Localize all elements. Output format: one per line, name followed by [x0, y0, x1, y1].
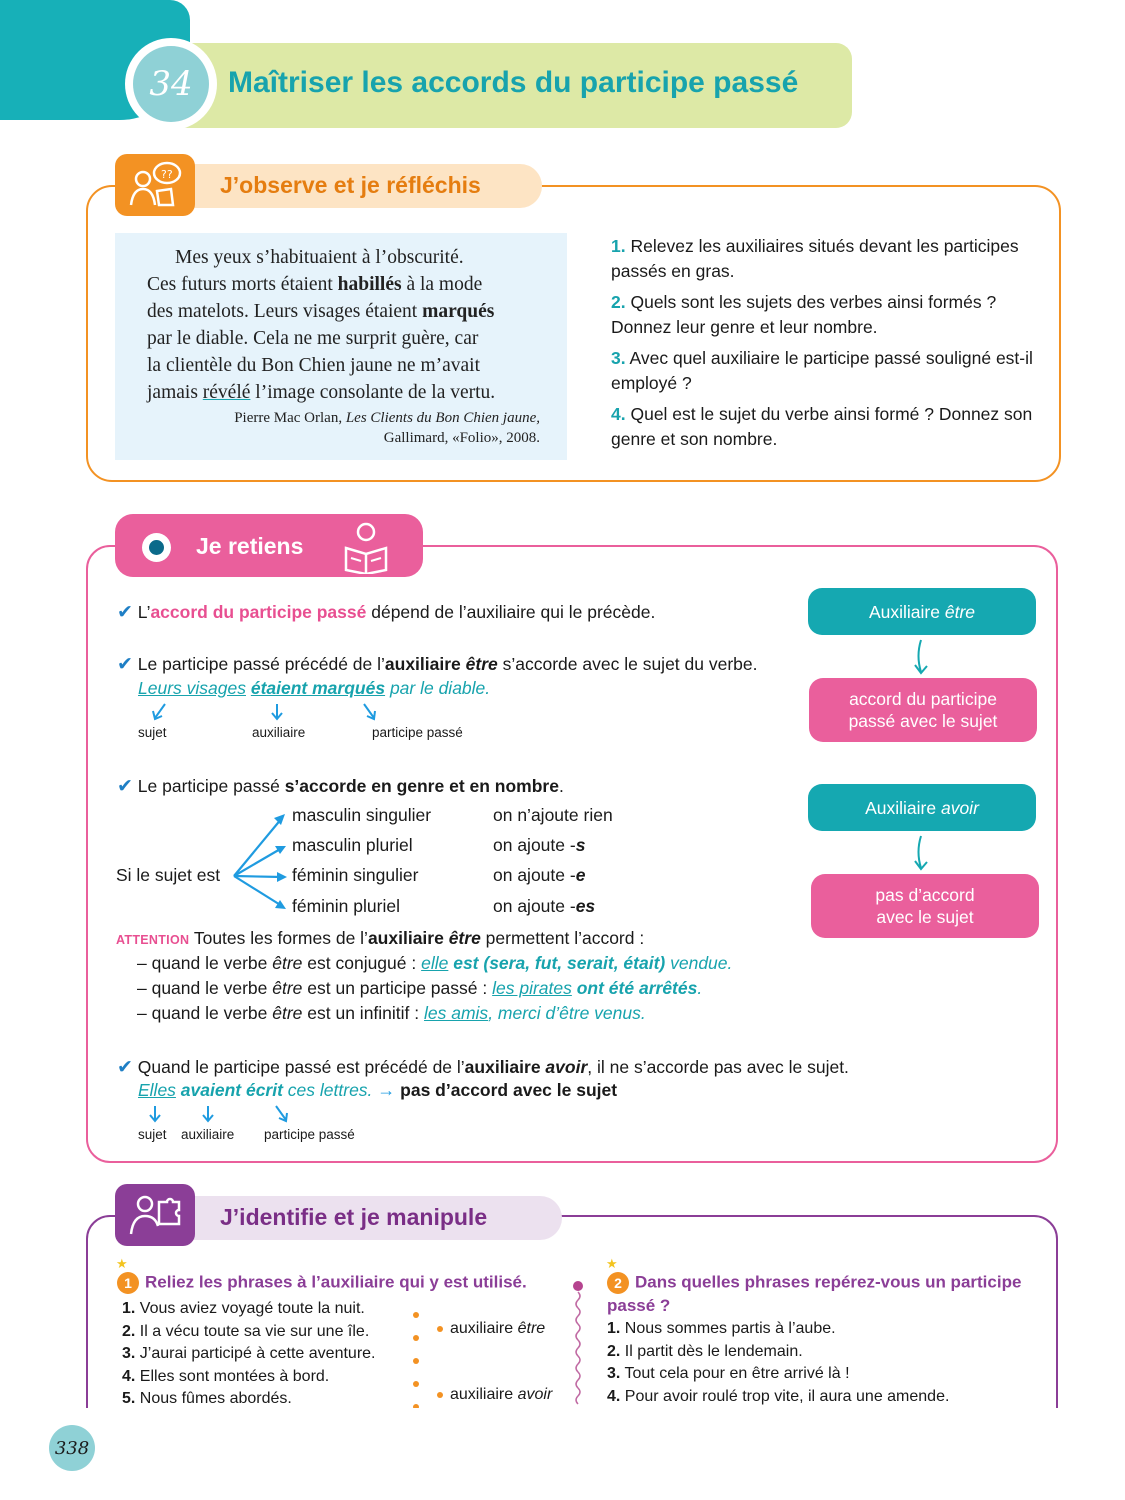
excerpt-line-2: Ces futurs morts étaient habillés à la mode [147, 274, 483, 295]
connect-dot[interactable] [437, 1392, 443, 1398]
thinking-people-icon [115, 154, 195, 216]
down-arrow-icon [908, 638, 934, 678]
exercise-2-title: 2 Dans quelles phrases repérez-vous un participe [607, 1272, 1021, 1294]
choice-auxiliaire-avoir: auxiliaire avoir [450, 1386, 553, 1403]
gender-label: féminin singulier [292, 865, 419, 885]
checkmark-icon: ✔ [117, 654, 133, 675]
excerpt-line-4: par le diable. Cela ne me surprit guère, car [147, 328, 479, 349]
exercise-1-title: 1 Reliez les phrases à l’auxiliaire qui y est utilisé. [117, 1272, 527, 1294]
excerpt-source: Pierre Mac Orlan, Les Clients du Bon Chien jaune, Gallimard, «Folio», 2008. [234, 410, 540, 446]
svg-text:??: ?? [161, 168, 173, 181]
label-participe: participe passé [372, 725, 463, 740]
people-puzzle-icon [115, 1184, 195, 1246]
observe-title: J’observe et je réfléchis [220, 172, 481, 198]
exercise-1-list [122, 1298, 375, 1411]
excerpt-line-1: Mes yeux s’habituaient à l’obscurité. [175, 247, 464, 268]
example-etre: Leurs visages étaient marqués par le diable. [138, 678, 491, 698]
example-arrows [145, 702, 385, 724]
column-divider [570, 1278, 586, 1408]
list-item: 4. Pour avoir roulé trop vite, il aura une amende. [607, 1387, 950, 1405]
star-icon: ★ [606, 1256, 618, 1271]
excerpt-line-3: des matelots. Leurs visages étaient marqués [147, 301, 495, 322]
reading-person-icon [340, 520, 392, 574]
page-bottom [0, 1408, 1125, 1500]
list-item: 4. Elles sont montées à bord. [122, 1367, 330, 1385]
exercise-2-title-cont: passé ? [607, 1296, 671, 1315]
choice-auxiliaire-etre: auxiliaire être [450, 1320, 546, 1337]
checkmark-icon: ✔ [117, 1057, 133, 1078]
label-participe: participe passé [264, 1127, 355, 1142]
rule-3: ✔ Le participe passé s’accorde en genre et en nombre. [117, 776, 564, 797]
excerpt-line-6: jamais révélé l’image consolante de la vertu. [147, 382, 496, 403]
list-item: 1. Vous aviez voyagé toute la nuit. [122, 1300, 365, 1317]
checkmark-icon: ✔ [117, 776, 133, 797]
label-auxiliaire: auxiliaire [181, 1127, 235, 1142]
example-arrows [140, 1104, 300, 1126]
attention-line-1: – quand le verbe être est conjugué : elle est (sera, fut, serait, était) vendue. [137, 953, 733, 973]
bullet-dot-icon [149, 540, 164, 555]
excerpt-text [147, 244, 542, 406]
question-4: 4. Quel est le sujet du verbe ainsi formé ? Donnez son genre et son nombre. [611, 404, 1033, 449]
star-icon: ★ [116, 1256, 128, 1271]
label-sujet: sujet [138, 725, 167, 740]
arrow-right-icon: → [377, 1080, 396, 1100]
label-auxiliaire: auxiliaire [252, 725, 306, 740]
page-number: 338 [49, 1425, 95, 1471]
manipule-title: J’identifie et je manipule [220, 1204, 488, 1230]
connect-dot[interactable] [413, 1358, 419, 1364]
rule-4: ✔ Quand le participe passé est précédé de l’auxiliaire avoir, il ne s’accorde pas avec le sujet. [117, 1057, 849, 1078]
down-arrow-icon [908, 834, 934, 874]
connect-dot[interactable] [413, 1381, 419, 1387]
box-pas-accord: pas d’accord avec le sujet [811, 874, 1039, 938]
gender-label: masculin singulier [292, 805, 432, 825]
box-accord-sujet: accord du participe passé avec le sujet [809, 678, 1037, 742]
list-item: 2. Il a vécu toute sa vie sur une île. [122, 1322, 370, 1340]
connect-dot[interactable] [413, 1335, 419, 1341]
exercise-2-list [607, 1318, 949, 1408]
excerpt-line-5: la clientèle du Bon Chien jaune ne m’avait [147, 355, 481, 376]
page-title: Maîtriser les accords du participe passé [228, 66, 799, 99]
lesson-number: 34 [133, 46, 209, 122]
branch-arrows [230, 808, 290, 918]
list-item: 5. Nous fûmes abordés. [122, 1390, 292, 1407]
questions-list [611, 234, 1041, 458]
exercise-number: 2 [607, 1272, 629, 1294]
question-2: 2. Quels sont les sujets des verbes ainsi formés ? Donnez leur genre et leur nombre. [611, 292, 997, 337]
example-avoir: Elles avaient écrit ces lettres. → pas d’accord avec le sujet [138, 1080, 618, 1100]
checkmark-icon: ✔ [117, 602, 133, 623]
box-auxiliaire-avoir: Auxiliaire avoir [808, 784, 1036, 831]
rule-2: ✔ Le participe passé précédé de l’auxiliaire être s’accorde avec le sujet du verbe. [117, 654, 758, 675]
exercise-number: 1 [117, 1272, 139, 1294]
list-item: 3. Tout cela pour en être arrivé là ! [607, 1365, 850, 1382]
list-item: 3. J’aurai participé à cette aventure. [122, 1345, 376, 1362]
gender-rule: on ajoute -es [493, 896, 596, 916]
attention-line-3: – quand le verbe être est un infinitif : les amis, merci d’être venus. [137, 1003, 646, 1023]
gender-label: masculin pluriel [292, 835, 413, 855]
attention-line-2: – quand le verbe être est un participe passé : les pirates ont été arrêtés. [137, 978, 703, 998]
connect-dot[interactable] [437, 1326, 443, 1332]
question-1: 1. Relevez les auxiliaires situés devant les participes passés en gras. [611, 236, 1019, 281]
gender-rule: on n’ajoute rien [493, 805, 613, 825]
attention-note: ATTENTION Toutes les formes de l’auxiliaire être permettent l’accord : [116, 928, 645, 948]
si-le-sujet-est: Si le sujet est [116, 865, 221, 885]
list-item: 2. Il partit dès le lendemain. [607, 1342, 803, 1360]
box-auxiliaire-etre: Auxiliaire être [808, 588, 1036, 635]
gender-label: féminin pluriel [292, 896, 400, 916]
retiens-title: Je retiens [196, 533, 304, 559]
gender-rule: on ajoute -s [493, 835, 586, 855]
label-sujet: sujet [138, 1127, 167, 1142]
question-3: 3. Avec quel auxiliaire le participe passé souligné est-il employé ? [611, 348, 1033, 393]
gender-rule: on ajoute -e [493, 865, 586, 885]
rule-1: ✔ L’accord du participe passé dépend de l’auxiliaire qui le précède. [117, 602, 656, 623]
list-item: 1. Nous sommes partis à l’aube. [607, 1320, 836, 1337]
connect-dot[interactable] [413, 1312, 419, 1318]
attention-tag: ATTENTION [116, 933, 190, 947]
